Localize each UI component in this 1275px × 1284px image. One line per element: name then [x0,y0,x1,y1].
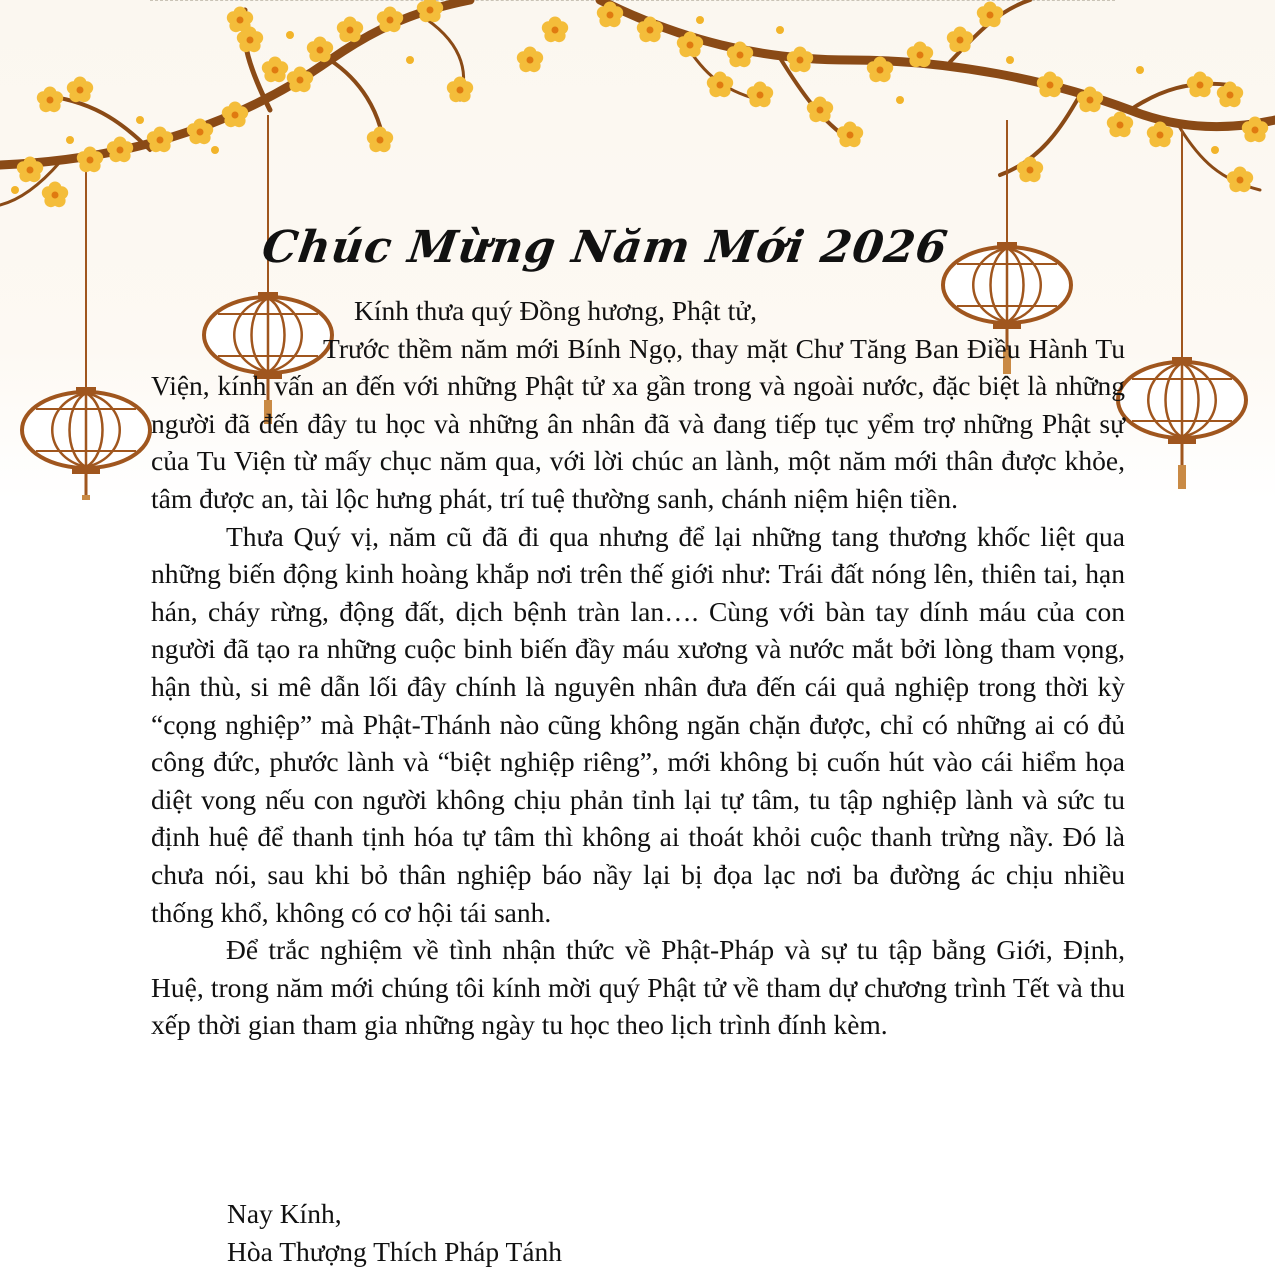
paragraph-2: Thưa Quý vị, năm cũ đã đi qua nhưng để lại những tang thương khốc liệt qua những biến động kinh hoàng khắp nơi trên thế giới như: Trái đất nóng lên, thiên tai, hạn hán, cháy rừng, động đất, dịch bệnh tràn lan…. Cùng với bàn tay dính máu của con người đã tạo ra những cuộc binh biến đầy máu xương và nước mắt bởi lòng tham vọng, hận thù, si mê dẫn lối đây chính là nguyên nhân đưa đến cái quả nghiệp trong thời kỳ “cọng nghiệp” mà Phật-Thánh nào cũng không ngăn chặn được, chỉ có những ai có đủ công đức, phước lành và “biệt nghiệp riêng”, mới không bị cuốn hút vào cái hiểm họa diệt vong nếu con người không chịu phản tỉnh lại tự tâm, tu tập nghiệp lành và sức tu định huệ để thanh tịnh hóa tự tâm thì không ai thoát khỏi cuộc thanh trừng nầy. Đó là chưa nói, sau khi bỏ thân nghiệp báo nầy lại bị đọa lạc nơi ba đường ác chịu nhiều thống khổ, không có cơ hội tái sanh. [151,520,1125,928]
signature-name: Hòa Thượng Thích Pháp Tánh [227,1235,562,1267]
paragraph-1: Trước thềm năm mới Bính Ngọ, thay mặt Chư Tăng Ban Điều Hành Tu Viện, kính vấn an đến với những Phật tử xa gần trong và ngoài nước, đặc biệt là những người đã đến đây tu học và những ân nhân đã và đang tiếp tục yểm trợ những Phật sự của Tu Viện từ mấy chục năm qua, với lời chúc an lành, một năm mới thân được khỏe, tâm được an, tài lộc hưng phát, trí tuệ thường sanh, chánh niệm hiện tiền. [151,332,1125,514]
closing-signature [227,1195,562,1270]
salutation: Kính thưa quý Đồng hương, Phật tử, [354,295,757,326]
paragraph-3: Để trắc nghiệm về tình nhận thức về Phật-Pháp và sự tu tập bằng Giới, Định, Huệ, trong năm mới chúng tôi kính mời quý Phật tử về tham dự chương trình Tết và thu xếp thời gian tham gia những ngày tu học theo lịch trình đính kèm. [151,934,1125,1041]
page-title: Chúc Mừng Năm Mới 2026 [258,222,952,273]
letter-body [151,292,1125,1044]
closing-line: Nay Kính, [227,1198,342,1229]
